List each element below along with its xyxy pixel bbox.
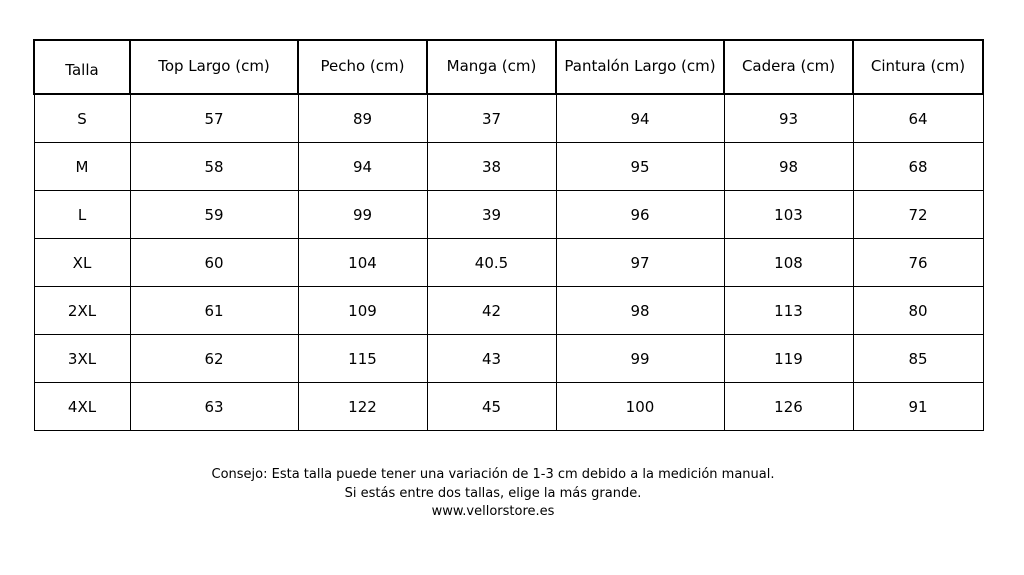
table-cell: 89 [298, 94, 427, 143]
table-cell: 98 [556, 287, 724, 335]
table-cell: 93 [724, 94, 853, 143]
header-cadera: Cadera (cm) [724, 40, 853, 94]
table-row [34, 143, 983, 191]
table-cell: 104 [298, 239, 427, 287]
table-cell: 109 [298, 287, 427, 335]
size-chart-table [33, 39, 984, 431]
table-cell: 62 [130, 335, 298, 383]
table-cell: 122 [298, 383, 427, 431]
size-advice: Si estás entre dos tallas, elige la más grande. [344, 485, 642, 501]
table-cell: 98 [724, 143, 853, 191]
header-pantalon-largo: Pantalón Largo (cm) [556, 40, 724, 94]
table-cell: 37 [427, 94, 556, 143]
table-cell: 96 [556, 191, 724, 239]
table-cell: 97 [556, 239, 724, 287]
table-cell: 113 [724, 287, 853, 335]
header-talla: Talla [34, 40, 130, 94]
table-cell: 94 [298, 143, 427, 191]
table-cell: 42 [427, 287, 556, 335]
table-cell: 103 [724, 191, 853, 239]
table-cell: 57 [130, 94, 298, 143]
table-cell: 2XL [34, 287, 130, 335]
header-top-largo: Top Largo (cm) [130, 40, 298, 94]
table-row [34, 191, 983, 239]
table-cell: 99 [556, 335, 724, 383]
table-row [34, 335, 983, 383]
table-cell: 63 [130, 383, 298, 431]
footer-note [0, 466, 986, 522]
table-cell: 126 [724, 383, 853, 431]
table-cell: 108 [724, 239, 853, 287]
table-cell: 91 [853, 383, 983, 431]
table-cell: 60 [130, 239, 298, 287]
table-cell: 85 [853, 335, 983, 383]
table-cell: 4XL [34, 383, 130, 431]
table-cell: 115 [298, 335, 427, 383]
table-cell: 80 [853, 287, 983, 335]
table-cell: 76 [853, 239, 983, 287]
table-cell: 59 [130, 191, 298, 239]
table-cell: 39 [427, 191, 556, 239]
table-cell: 45 [427, 383, 556, 431]
table-cell: XL [34, 239, 130, 287]
table-header-row [34, 40, 983, 94]
header-cintura: Cintura (cm) [853, 40, 983, 94]
store-website: www.vellorstore.es [431, 504, 555, 519]
table-cell: 61 [130, 287, 298, 335]
table-row [34, 94, 983, 143]
table-cell: 95 [556, 143, 724, 191]
table-cell: 119 [724, 335, 853, 383]
table-cell: S [34, 94, 130, 143]
table-cell: 40.5 [427, 239, 556, 287]
table-cell: 100 [556, 383, 724, 431]
table-row [34, 239, 983, 287]
header-pecho: Pecho (cm) [298, 40, 427, 94]
table-cell: 64 [853, 94, 983, 143]
table-cell: 94 [556, 94, 724, 143]
header-manga: Manga (cm) [427, 40, 556, 94]
table-cell: 99 [298, 191, 427, 239]
table-row [34, 287, 983, 335]
table-cell: L [34, 191, 130, 239]
measurement-tip: Consejo: Esta talla puede tener una variación de 1-3 cm debido a la medición manual. [211, 467, 775, 482]
table-cell: M [34, 143, 130, 191]
table-cell: 3XL [34, 335, 130, 383]
table-cell: 72 [853, 191, 983, 239]
table-row [34, 383, 983, 431]
table-cell: 68 [853, 143, 983, 191]
table-cell: 43 [427, 335, 556, 383]
table-cell: 38 [427, 143, 556, 191]
table-cell: 58 [130, 143, 298, 191]
